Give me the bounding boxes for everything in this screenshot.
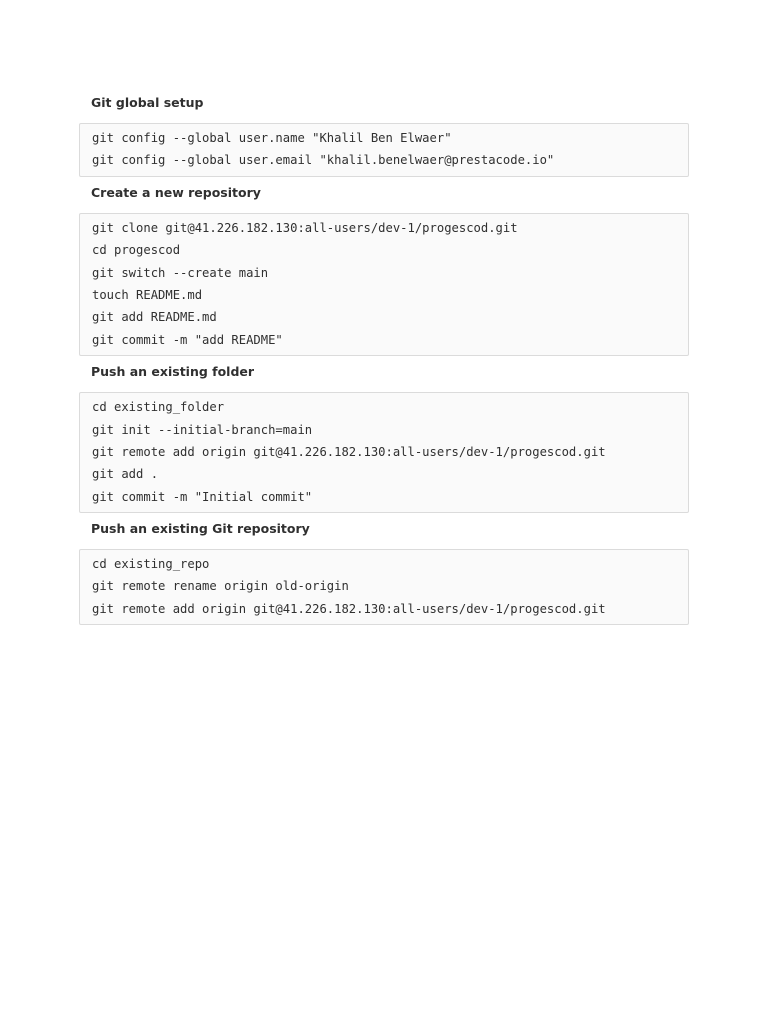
instructions-content	[79, 92, 689, 632]
code-line[interactable]: git remote add origin git@41.226.182.130:all-users/dev-1/progescod.git	[92, 601, 606, 616]
code-line[interactable]: git config --global user.name "Khalil Ben Elwaer"	[92, 131, 452, 145]
code-line[interactable]: git clone git@41.226.182.130:all-users/dev-1/progescod.git	[92, 220, 518, 235]
code-line[interactable]: git remote add origin git@41.226.182.130:all-users/dev-1/progescod.git	[92, 444, 606, 459]
section-title-create-new-repository: Create a new repository	[91, 184, 261, 200]
code-line[interactable]: git config --global user.email "khalil.benelwaer@prestacode.io"	[92, 153, 555, 168]
section-title-push-existing-git-repository: Push an existing Git repository	[91, 521, 310, 537]
code-line[interactable]: git add .	[92, 467, 159, 482]
code-line[interactable]: git commit -m "Initial commit"	[92, 489, 313, 504]
code-line[interactable]: git commit -m "add README"	[92, 332, 283, 347]
code-line[interactable]: cd existing_folder	[92, 400, 225, 415]
code-block-push-existing-git-repository[interactable]	[79, 549, 689, 625]
code-block-push-existing-folder[interactable]	[79, 392, 689, 513]
code-block-create-new-repository[interactable]	[79, 213, 689, 356]
code-line[interactable]: git init --initial-branch=main	[92, 422, 313, 437]
code-line[interactable]: git add README.md	[92, 310, 217, 325]
code-line[interactable]: cd existing_repo	[92, 557, 210, 572]
code-line[interactable]: cd progescod	[92, 243, 181, 258]
section-title-push-existing-folder: Push an existing folder	[91, 364, 255, 380]
code-line[interactable]: touch README.md	[92, 287, 203, 302]
code-line[interactable]: git switch --create main	[92, 265, 269, 280]
code-line[interactable]: git remote rename origin old-origin	[92, 579, 349, 594]
section-title-git-global-setup: Git global setup	[91, 95, 204, 110]
code-block-git-global-setup[interactable]	[79, 123, 689, 177]
